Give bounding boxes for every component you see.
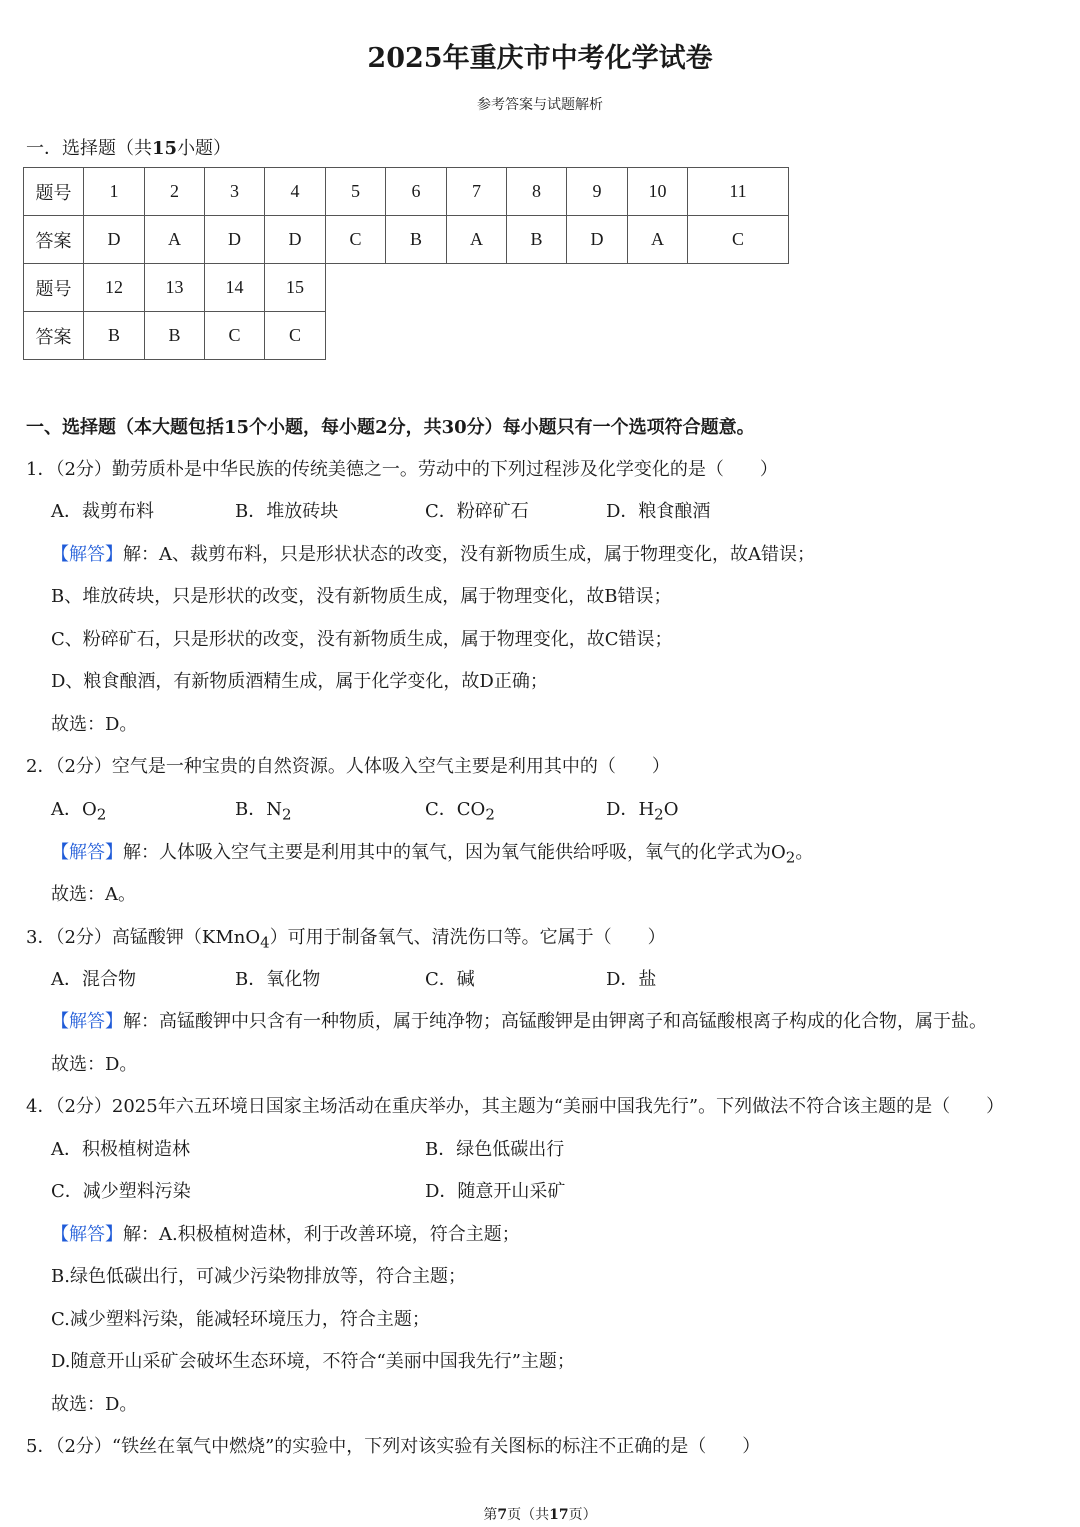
q1-option-c: C．粉碎矿石 [425, 501, 529, 522]
question-2-stem: 2．（2分）空气是一种宝贵的自然资源。人体吸入空气主要是利用其中的（ ） [26, 756, 670, 777]
table-cell: 12 [84, 264, 145, 312]
table-cell: A [447, 216, 507, 264]
table-cell: D [205, 216, 265, 264]
page-subtitle: 参考答案与试题解析 [477, 97, 603, 113]
table-row [24, 264, 326, 312]
q1-option-b: B．堆放砖块 [235, 501, 339, 522]
table-cell: 10 [628, 168, 688, 216]
answer-label: 【解答】 [51, 544, 123, 565]
question-5-stem: 5．（2分）“铁丝在氧气中燃烧”的实验中，下列对该实验有关图标的标注不正确的是（ ） [26, 1436, 761, 1457]
table-cell: 14 [205, 264, 265, 312]
answer-label: 【解答】 [51, 842, 123, 863]
q4-option-c: C．减少塑料污染 [51, 1181, 191, 1202]
section-heading-answers: 一．选择题（共15小题） [26, 138, 232, 159]
table-row [24, 312, 326, 360]
table-cell: A [628, 216, 688, 264]
q3-option-b: B．氧化物 [235, 969, 321, 990]
q1-answer-line: D、粮食酿酒，有新物质酒精生成，属于化学变化，故D正确； [51, 671, 548, 692]
question-1-stem: 1．（2分）勤劳质朴是中华民族的传统美德之一。劳动中的下列过程涉及化学变化的是（ ） [26, 459, 778, 480]
table-cell: A [145, 216, 205, 264]
q4-option-b: B．绿色低碳出行 [425, 1139, 565, 1160]
q2-answer: 【解答】解：人体吸入空气主要是利用其中的氧气，因为氧气能供给呼吸，氧气的化学式为$O_2$。 [51, 842, 814, 867]
table-cell: 题号 [24, 168, 84, 216]
table-cell: B [507, 216, 567, 264]
table-cell: 9 [567, 168, 628, 216]
page-footer: 第7页（共17页） [483, 1507, 597, 1523]
table-cell: 6 [386, 168, 447, 216]
question-3-stem: 3．（2分）高锰酸钾（KMnO$_4$）可用于制备氧气、清洗伤口等。它属于（ ） [26, 927, 666, 952]
q4-option-d: D．随意开山采矿 [425, 1181, 566, 1202]
table-cell: D [567, 216, 628, 264]
table-cell: 答案 [24, 312, 84, 360]
q2-option-b: B．$N_2$ [235, 799, 292, 824]
table-cell: B [84, 312, 145, 360]
table-cell: 3 [205, 168, 265, 216]
q1-conclusion: 故选：D。 [51, 714, 138, 735]
table-cell: 15 [265, 264, 326, 312]
table-cell: B [145, 312, 205, 360]
answer-label: 【解答】 [51, 1011, 123, 1032]
table-cell: C [205, 312, 265, 360]
q3-conclusion: 故选：D。 [51, 1054, 138, 1075]
q2-option-a: A．$O_2$ [51, 799, 107, 824]
q4-answer-line: B.绿色低碳出行，可减少污染物排放等，符合主题； [51, 1266, 466, 1287]
q3-option-c: C．碱 [425, 969, 475, 990]
q1-answer: 【解答】解：A、裁剪布料，只是形状状态的改变，没有新物质生成，属于物理变化，故A错误； [51, 544, 815, 565]
q2-conclusion: 故选：A。 [51, 884, 136, 905]
q1-answer-line: B、堆放砖块，只是形状的改变，没有新物质生成，属于物理变化，故B错误； [51, 586, 672, 607]
q4-answer: 【解答】解：A.积极植树造林，利于改善环境，符合主题； [51, 1224, 520, 1245]
table-row [24, 216, 789, 264]
table-cell: C [326, 216, 386, 264]
answer-table-bottom [23, 264, 326, 360]
table-cell: 11 [688, 168, 789, 216]
answer-label: 【解答】 [51, 1224, 123, 1245]
q4-conclusion: 故选：D。 [51, 1394, 138, 1415]
page-title: 2025年重庆市中考化学试卷 [367, 43, 713, 74]
table-cell: 4 [265, 168, 326, 216]
table-row [24, 168, 789, 216]
q4-option-a: A．积极植树造林 [51, 1139, 190, 1160]
q2-option-c: C．$CO_2$ [425, 799, 495, 824]
table-cell: B [386, 216, 447, 264]
q1-answer-line: C、粉碎矿石，只是形状的改变，没有新物质生成，属于物理变化，故C错误； [51, 629, 673, 650]
table-cell: D [265, 216, 326, 264]
table-cell: 8 [507, 168, 567, 216]
table-cell: 题号 [24, 264, 84, 312]
answer-table-top [23, 167, 789, 264]
q3-answer: 【解答】解：高锰酸钾中只含有一种物质，属于纯净物；高锰酸钾是由钾离子和高锰酸根离子构成的化合物，属于盐。 [51, 1011, 987, 1032]
q2-option-d: D．$H_2O$ [606, 799, 679, 824]
section-heading-choice: 一、选择题（本大题包括15个小题，每小题2分，共30分）每小题只有一个选项符合题意。 [26, 417, 755, 438]
table-cell: D [84, 216, 145, 264]
q1-option-d: D．粮食酿酒 [606, 501, 711, 522]
table-cell: 5 [326, 168, 386, 216]
table-cell: 答案 [24, 216, 84, 264]
table-cell: 7 [447, 168, 507, 216]
question-4-stem: 4．（2分）2025年六五环境日国家主场活动在重庆举办，其主题为“美丽中国我先行”。下列做法不符合该主题的是（ ） [26, 1096, 1005, 1117]
q4-answer-line: D.随意开山采矿会破坏生态环境，不符合“美丽中国我先行”主题； [51, 1351, 575, 1372]
table-cell: C [265, 312, 326, 360]
table-cell: 2 [145, 168, 205, 216]
q3-option-a: A．混合物 [51, 969, 136, 990]
table-cell: C [688, 216, 789, 264]
table-cell: 13 [145, 264, 205, 312]
q1-option-a: A．裁剪布料 [51, 501, 154, 522]
q4-answer-line: C.减少塑料污染，能减轻环境压力，符合主题； [51, 1309, 430, 1330]
table-cell: 1 [84, 168, 145, 216]
q3-option-d: D．盐 [606, 969, 657, 990]
